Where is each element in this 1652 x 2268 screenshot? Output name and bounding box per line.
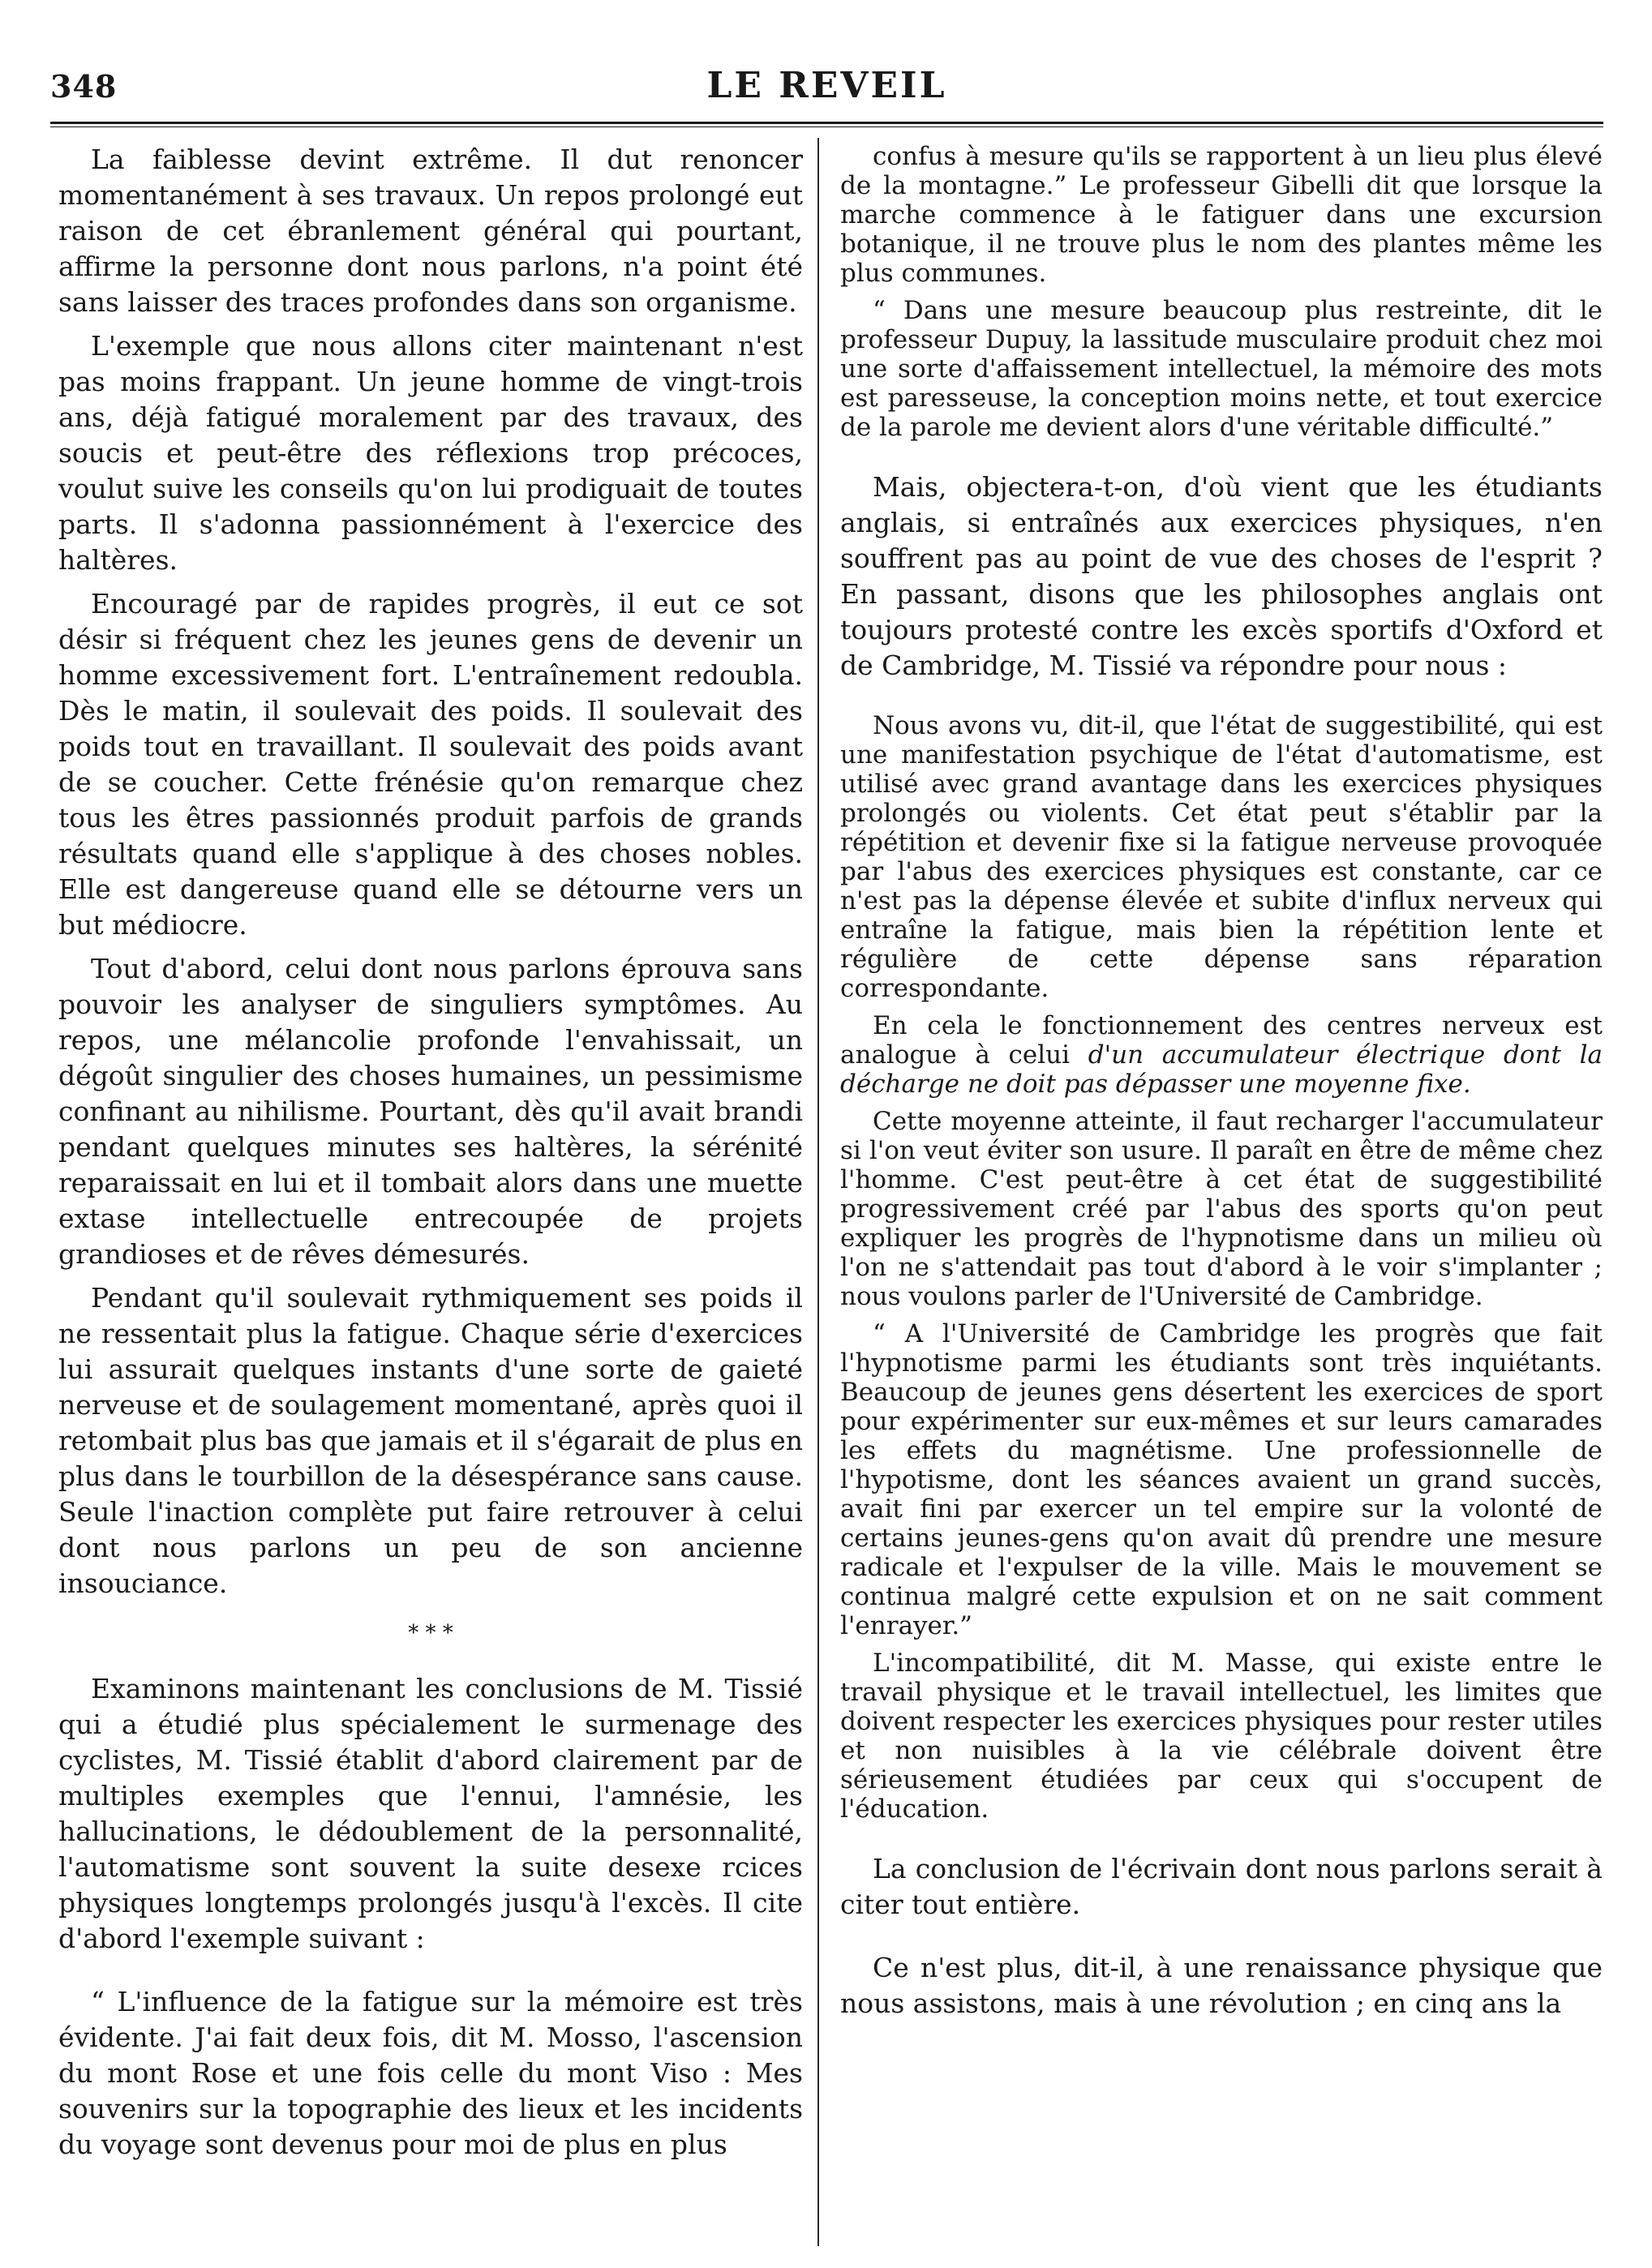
paragraph: Encouragé par de rapides progrès, il eut ce sot désir si fréquent chez les jeunes gens de devenir un homme excessivement fort. L'entraînement redoubla. Dès le matin, il soulevait des poids. Il soulevait des poids tout en travaillant. Il soulevait des poids avant de se coucher. Cette frénésie qu'on remarque chez tous les êtres passionnés produit parfois de grands résultats quand elle s'applique à des choses nobles. Elle est dangereuse quand elle se détourne vers un but médiocre. — [58, 588, 803, 941]
quote-paragraph: “ L'influence de la fatigue sur la mémoire est très évidente. J'ai fait deux fois, dit M. Mosso, l'ascension du mont Rose et une fois celle du mont Viso : Mes souvenirs sur la topographie des lieux et les incidents du voyage sont devenus pour moi de plus en plus — [58, 1986, 803, 2160]
paragraph: Tout d'abord, celui dont nous parlons éprouva sans pouvoir les analyser de singuliers symptômes. Au repos, une mélancolie profonde l'envahissait, un dégoût singulier des choses humaines, un pessimisme confinant au nihilisme. Pourtant, dès qu'il avait brandi pendant quelques minutes ses haltères, la sérénité reparaissait en lui et il tombait alors dans une muette extase intellectuelle entrecoupée de projets grandioses et de rêves démesurés. — [58, 953, 803, 1270]
paragraph: L'exemple que nous allons citer maintenant n'est pas moins frappant. Un jeune homme de vingt-trois ans, déjà fatigué moralement par des travaux, des soucis et peut-être des réflexions trop précoces, voulut suive les conseils qu'on lui prodiguait de toutes parts. Il s'adonna passionnément à l'exercice des haltères. — [58, 330, 803, 576]
paragraph: Pendant qu'il soulevait rythmiquement ses poids il ne ressentait plus la fatigue. Chaque série d'exercices lui assurait quelques instants d'une sorte de gaieté nerveuse et de soulagement momentané, après quoi il retombait plus bas que jamais et il s'égarait de plus en plus dans le tourbillon de la désespérance sans cause. Seule l'inaction complète put faire retrouver à celui dont nous parlons un peu de son ancienne insouciance. — [58, 1282, 803, 1599]
paragraph: Ce n'est plus, dit-il, à une renaissance physique que nous assistons, mais à une révolution ; en cinq ans la — [840, 1952, 1603, 2019]
paragraph: confus à mesure qu'ils se rapportent à un lieu plus élevé de la montagne.” Le professeur Gibelli dit que lorsque la marche commence à le fatiguer dans une excursion botanique, il ne trouve plus le nom des plantes même les plus communes. — [840, 142, 1603, 288]
journal-title: LE REVEIL — [706, 65, 947, 106]
paragraph-text: En cela le fonctionnement des centres nerveux est analogue à celui — [840, 1011, 1603, 1070]
paragraph: La faiblesse devint extrême. Il dut renoncer momentanément à ses travaux. Un repos prolongé eut raison de cet ébranlement général qui pourtant, affirme la personne dont nous parlons, n'a point été sans laisser des traces profondes dans son organisme. — [58, 144, 803, 318]
paragraph: Cette moyenne atteinte, il faut recharger l'accumulateur si l'on veut éviter son usure. Il paraît en être de même chez l'homme. C'est peut-être à cet état de suggestibilité progressivement créé par l'abus des sports qu'on peut expliquer les progrès de l'hypnotisme dans un milieu où l'on ne s'attendait pas tout d'abord à le voir s'implanter ; nous voulons parler de l'Université de Cambridge. — [840, 1107, 1603, 1311]
italic-text: d'un accumulateur électrique dont la décharge ne doit pas dépasser une moyenne fixe. — [840, 1040, 1603, 1099]
paragraph: L'incompatibilité, dit M. Masse, qui existe entre le travail physique et le travail intellectuel, les limites que doivent respecter les exercices physiques pour rester utiles et non nuisibles à la vie célébrale doivent être sérieusement étudiées par ceux qui s'occupent de l'éducation. — [840, 1648, 1603, 1824]
section-separator: * * * — [408, 1621, 453, 1645]
left-column — [58, 142, 803, 2171]
page-header — [50, 65, 1603, 114]
paragraph: Mais, objectera-t-on, d'où vient que les étudiants anglais, si entraînés aux exercices physiques, n'en souffrent pas au point de vue des choses de l'esprit ? En passant, disons que les philosophes anglais ont toujours protesté contre les excès sportifs d'Oxford et de Cambridge, M. Tissié va répondre pour nous : — [840, 471, 1603, 681]
quote-paragraph: “ Dans une mesure beaucoup plus restreinte, dit le professeur Dupuy, la lassitude musculaire produit chez moi une sorte d'affaissement intellectuel, la mémoire des mots est paresseuse, la conception moins nette, et tout exercice de la parole me devient alors d'une véritable difficulté.” — [840, 296, 1603, 442]
quote-paragraph: “ A l'Université de Cambridge les progrès que fait l'hypnotisme parmi les étudiants sont très inquiétants. Beaucoup de jeunes gens désertent les exercices de sport pour expérimenter sur eux-mêmes et sur leurs camarades les effets du magnétisme. Une professionnelle de l'hypotisme, dont les séances avaient un grand succès, avait fini par exercer un tel empire sur la volonté de certains jeunes-gens qu'on avait dû prendre une mesure radicale et l'expulser de la ville. Mais le mouvement se continua malgré cette expulsion et on ne sait comment l'enrayer.” — [840, 1319, 1603, 1640]
paragraph: La conclusion de l'écrivain dont nous parlons serait à citer tout entière. — [840, 1853, 1603, 1920]
header-rule — [50, 122, 1603, 124]
paragraph — [840, 1011, 1603, 1099]
paragraph: Nous avons vu, dit-il, que l'état de suggestibilité, qui est une manifestation psychique de l'état d'automatisme, est utilisé avec grand avantage dans les exercices physiques prolongés ou violents. Cet état peut s'établir par la répétition et devenir fixe si la fatigue nerveuse provoquée par l'abus des exercices physiques est constante, car ce n'est pas la dépense élevée et subite d'influx nerveux qui entraîne la fatigue, mais bien la répétition lente et régulière de cette dépense sans réparation correspondante. — [840, 711, 1603, 1003]
right-column — [840, 142, 1603, 2030]
page-number: 348 — [50, 68, 118, 105]
column-divider — [817, 138, 819, 2246]
paragraph: Examinons maintenant les conclusions de M. Tissié qui a étudié plus spécialement le surmenage des cyclistes, M. Tissié établit d'abord clairement par de multiples exemples que l'ennui, l'amnésie, les hallucinations, le dédoublement de la personnalité, l'automatisme sont souvent la suite desexe rcices physiques longtemps prolongés jusqu'à l'excès. Il cite d'abord l'exemple suivant : — [58, 1673, 803, 1954]
header-rule-thin — [50, 126, 1603, 127]
